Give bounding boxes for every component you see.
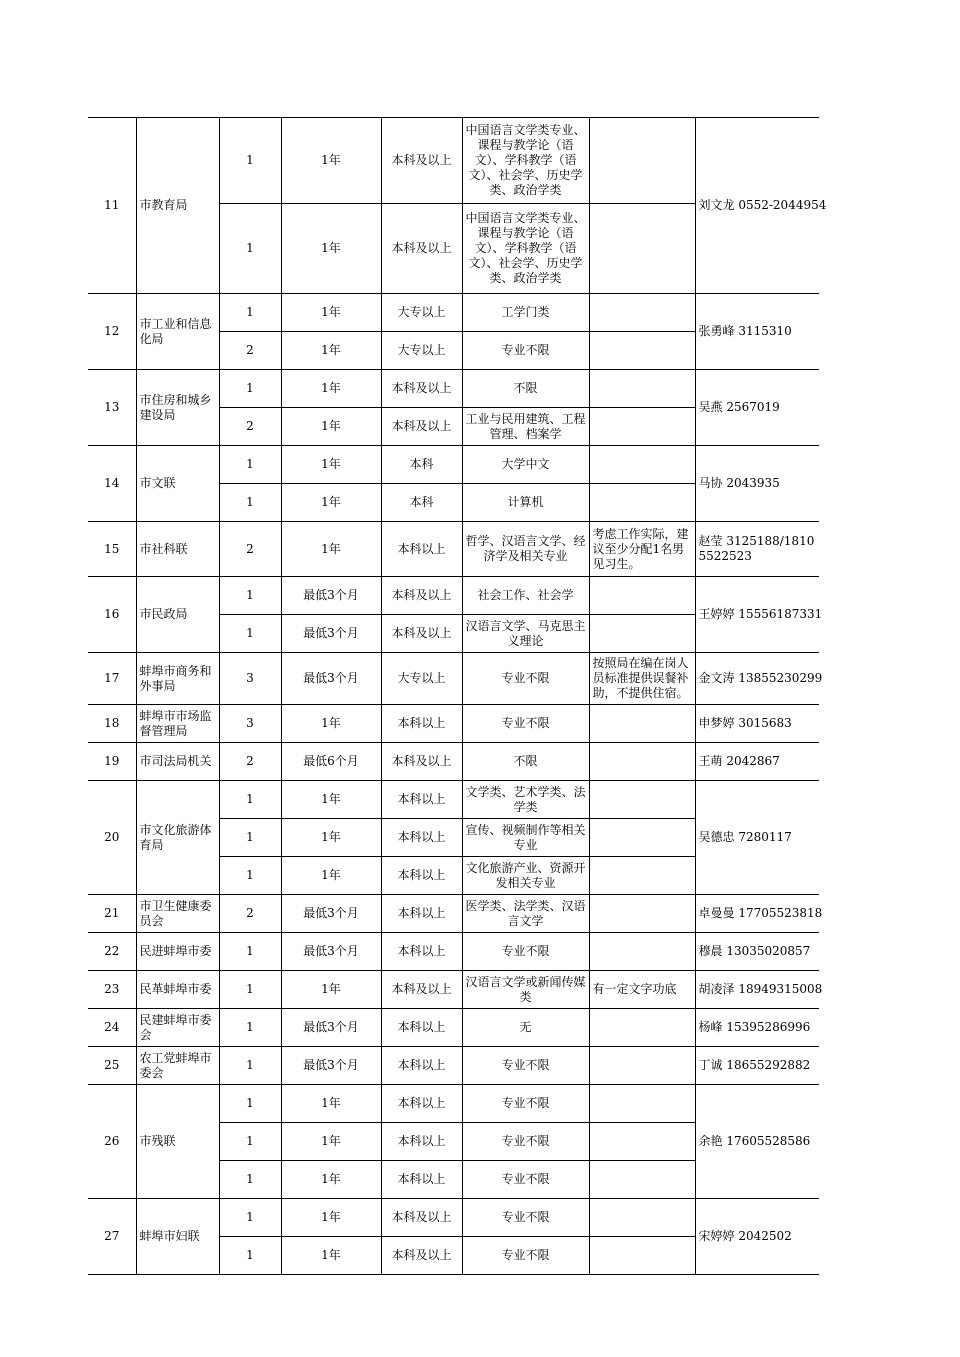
position-count: 1 [219,933,281,971]
contact-info: 马协 2043935 [695,446,819,522]
contact-info: 王婷婷 15556187331 [695,577,819,653]
education-requirement: 本科及以上 [381,408,462,446]
row-number: 15 [88,522,136,577]
position-count: 2 [219,895,281,933]
major-requirement: 医学类、法学类、汉语言文学 [462,895,589,933]
table-row [88,743,819,781]
education-requirement: 本科以上 [381,1161,462,1199]
internship-term: 1年 [281,819,381,857]
contact-info: 宋婷婷 2042502 [695,1199,819,1275]
remarks [589,1085,695,1123]
major-requirement: 工业与民用建筑、工程管理、档案学 [462,408,589,446]
major-requirement: 专业不限 [462,1237,589,1275]
major-requirement: 汉语言文学、马克思主义理论 [462,615,589,653]
table-body [88,118,827,1275]
row-number: 18 [88,705,136,743]
position-count: 1 [219,1237,281,1275]
internship-term: 1年 [281,1199,381,1237]
major-requirement: 专业不限 [462,1199,589,1237]
row-number: 13 [88,370,136,446]
remarks [589,332,695,370]
position-count: 3 [219,705,281,743]
remarks [589,819,695,857]
contact-info: 赵莹 3125188/18105522523 [695,522,819,577]
major-requirement: 哲学、汉语言文学、经济学及相关专业 [462,522,589,577]
internship-term: 1年 [281,1123,381,1161]
remarks [589,577,695,615]
major-requirement: 专业不限 [462,1123,589,1161]
internship-term: 1年 [281,1085,381,1123]
table-row [88,1047,819,1085]
major-requirement: 工学门类 [462,294,589,332]
major-requirement: 专业不限 [462,1085,589,1123]
contact-info: 刘文龙 0552-2044954 [695,118,819,294]
department-name: 市工业和信息化局 [136,294,219,370]
remarks [589,370,695,408]
position-count: 1 [219,1085,281,1123]
position-count: 1 [219,1123,281,1161]
department-name: 蚌埠市商务和外事局 [136,653,219,705]
row-number: 23 [88,971,136,1009]
row-number: 14 [88,446,136,522]
remarks [589,484,695,522]
table-row [88,294,819,332]
remarks [589,705,695,743]
remarks: 考虑工作实际，建议至少分配1名男见习生。 [589,522,695,577]
department-name: 民革蚌埠市委 [136,971,219,1009]
major-requirement: 汉语言文学或新闻传媒类 [462,971,589,1009]
major-requirement: 专业不限 [462,653,589,705]
internship-term: 1年 [281,781,381,819]
major-requirement: 专业不限 [462,332,589,370]
row-number: 20 [88,781,136,895]
table-row [88,118,819,204]
department-name: 市社科联 [136,522,219,577]
department-name: 农工党蚌埠市委会 [136,1047,219,1085]
remarks [589,743,695,781]
contact-info: 金文涛 13855230299 [695,653,819,705]
contact-info: 卓曼曼 17705523818 [695,895,819,933]
department-name: 市教育局 [136,118,219,294]
contact-info: 胡凌泽 18949315008 [695,971,819,1009]
internship-term: 1年 [281,118,381,204]
department-name: 市住房和城乡建设局 [136,370,219,446]
remarks [589,615,695,653]
department-name: 民进蚌埠市委 [136,933,219,971]
position-count: 1 [219,577,281,615]
education-requirement: 本科及以上 [381,1237,462,1275]
contact-info: 吴德忠 7280117 [695,781,819,895]
remarks [589,1047,695,1085]
education-requirement: 本科及以上 [381,577,462,615]
major-requirement: 不限 [462,370,589,408]
table-row [88,522,819,577]
department-name: 蚌埠市市场监督管理局 [136,705,219,743]
internship-term: 最低3个月 [281,1009,381,1047]
education-requirement: 本科以上 [381,705,462,743]
row-number: 25 [88,1047,136,1085]
education-requirement: 大专以上 [381,294,462,332]
internship-term: 最低3个月 [281,1047,381,1085]
education-requirement: 本科以上 [381,781,462,819]
major-requirement: 社会工作、社会学 [462,577,589,615]
position-count: 1 [219,118,281,204]
major-requirement: 无 [462,1009,589,1047]
remarks [589,408,695,446]
position-count: 1 [219,615,281,653]
table-row [88,1009,819,1047]
internship-term: 1年 [281,522,381,577]
education-requirement: 本科以上 [381,1123,462,1161]
contact-info: 杨峰 15395286996 [695,1009,819,1047]
remarks [589,446,695,484]
position-count: 1 [219,204,281,294]
education-requirement: 本科及以上 [381,118,462,204]
remarks [589,1199,695,1237]
education-requirement: 本科及以上 [381,743,462,781]
position-count: 1 [219,819,281,857]
position-count: 1 [219,1047,281,1085]
education-requirement: 本科以上 [381,1047,462,1085]
department-name: 市文化旅游体育局 [136,781,219,895]
education-requirement: 本科以上 [381,1085,462,1123]
position-count: 1 [219,971,281,1009]
table-row [88,933,819,971]
internship-term: 1年 [281,294,381,332]
contact-info: 余艳 17605528586 [695,1085,819,1199]
department-name: 蚌埠市妇联 [136,1199,219,1275]
table-row [88,971,819,1009]
position-count: 1 [219,857,281,895]
row-number: 27 [88,1199,136,1275]
remarks: 按照局在编在岗人员标准提供误餐补助，不提供住宿。 [589,653,695,705]
education-requirement: 大专以上 [381,332,462,370]
position-count: 2 [219,743,281,781]
education-requirement: 本科以上 [381,522,462,577]
education-requirement: 本科以上 [381,1009,462,1047]
education-requirement: 本科及以上 [381,204,462,294]
table-row [88,781,819,819]
position-count: 2 [219,332,281,370]
major-requirement: 大学中文 [462,446,589,484]
education-requirement: 本科以上 [381,857,462,895]
internship-term: 1年 [281,204,381,294]
position-count: 1 [219,484,281,522]
major-requirement: 专业不限 [462,1047,589,1085]
internship-term: 1年 [281,971,381,1009]
table-row [88,1085,819,1123]
row-number: 17 [88,653,136,705]
table-row [88,577,819,615]
department-name: 市卫生健康委员会 [136,895,219,933]
education-requirement: 本科及以上 [381,370,462,408]
internship-term: 最低3个月 [281,653,381,705]
contact-info: 张勇峰 3115310 [695,294,819,370]
remarks [589,118,695,204]
education-requirement: 本科以上 [381,933,462,971]
position-count: 1 [219,446,281,484]
table-row [88,370,819,408]
remarks [589,781,695,819]
remarks [589,1237,695,1275]
contact-info: 王萌 2042867 [695,743,819,781]
department-name: 民建蚌埠市委会 [136,1009,219,1047]
internship-position-table [88,117,827,1262]
major-requirement: 文学类、艺术学类、法学类 [462,781,589,819]
education-requirement: 本科 [381,446,462,484]
major-requirement: 文化旅游产业、资源开发相关专业 [462,857,589,895]
education-requirement: 本科以上 [381,819,462,857]
table-row [88,705,819,743]
remarks [589,294,695,332]
position-count: 1 [219,1161,281,1199]
position-count: 2 [219,408,281,446]
internship-term: 1年 [281,1161,381,1199]
remarks [589,933,695,971]
internship-term: 1年 [281,446,381,484]
remarks [589,1009,695,1047]
table-row [88,446,819,484]
remarks [589,204,695,294]
internship-term: 1年 [281,408,381,446]
table-row [88,1199,819,1237]
internship-term: 最低3个月 [281,577,381,615]
contact-info: 丁诚 18655292882 [695,1047,819,1085]
contact-info: 申梦婷 3015683 [695,705,819,743]
table-row [88,895,819,933]
internship-term: 最低3个月 [281,933,381,971]
row-number: 22 [88,933,136,971]
education-requirement: 本科及以上 [381,971,462,1009]
table-row [88,653,819,705]
major-requirement: 中国语言文学类专业、课程与教学论（语文）、学科教学（语文）、社会学、历史学类、政治学类 [462,204,589,294]
department-name: 市司法局机关 [136,743,219,781]
remarks: 有一定文字功底 [589,971,695,1009]
row-number: 16 [88,577,136,653]
department-name: 市文联 [136,446,219,522]
row-number: 19 [88,743,136,781]
contact-info: 吴燕 2567019 [695,370,819,446]
position-count: 1 [219,370,281,408]
major-requirement: 专业不限 [462,705,589,743]
row-number: 26 [88,1085,136,1199]
internship-term: 最低3个月 [281,895,381,933]
major-requirement: 中国语言文学类专业、课程与教学论（语文）、学科教学（语文）、社会学、历史学类、政治学类 [462,118,589,204]
internship-term: 1年 [281,370,381,408]
education-requirement: 本科以上 [381,895,462,933]
row-number: 24 [88,1009,136,1047]
internship-term: 1年 [281,332,381,370]
position-count: 2 [219,522,281,577]
position-count: 1 [219,294,281,332]
position-count: 1 [219,1009,281,1047]
position-count: 1 [219,1199,281,1237]
row-number: 11 [88,118,136,294]
major-requirement: 专业不限 [462,933,589,971]
internship-term: 1年 [281,1237,381,1275]
major-requirement: 不限 [462,743,589,781]
education-requirement: 本科 [381,484,462,522]
major-requirement: 计算机 [462,484,589,522]
row-number: 21 [88,895,136,933]
major-requirement: 专业不限 [462,1161,589,1199]
remarks [589,1123,695,1161]
internship-term: 最低6个月 [281,743,381,781]
department-name: 市残联 [136,1085,219,1199]
education-requirement: 本科及以上 [381,615,462,653]
education-requirement: 本科及以上 [381,1199,462,1237]
major-requirement: 宣传、视频制作等相关专业 [462,819,589,857]
internship-term: 1年 [281,705,381,743]
position-count: 3 [219,653,281,705]
department-name: 市民政局 [136,577,219,653]
internship-term: 最低3个月 [281,615,381,653]
internship-term: 1年 [281,484,381,522]
remarks [589,895,695,933]
remarks [589,857,695,895]
position-count: 1 [219,781,281,819]
remarks [589,1161,695,1199]
row-number: 12 [88,294,136,370]
education-requirement: 大专以上 [381,653,462,705]
contact-info: 穆晨 13035020857 [695,933,819,971]
internship-term: 1年 [281,857,381,895]
